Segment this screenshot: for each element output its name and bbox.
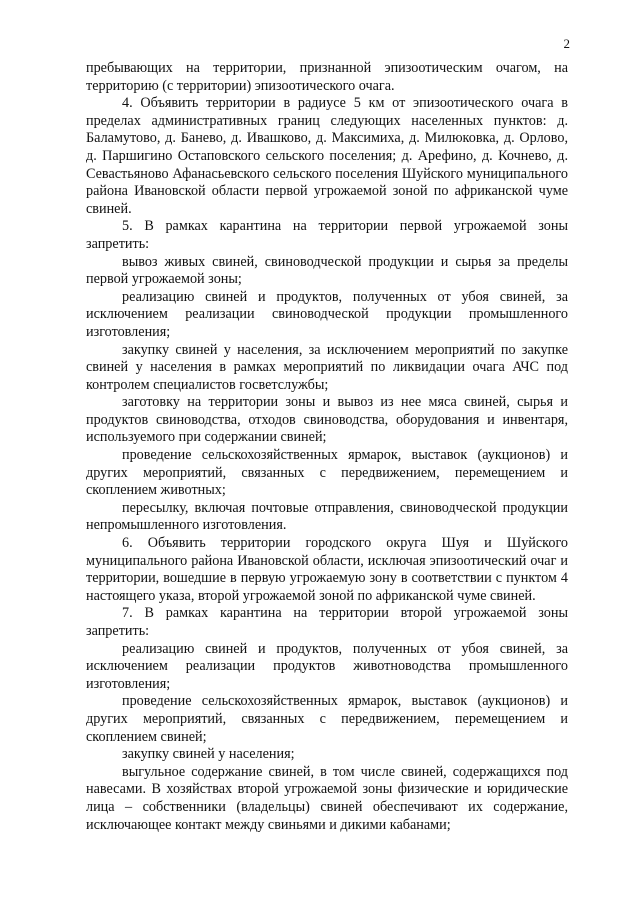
paragraph-ban-export: вывоз живых свиней, свиноводческой продукции и сырья за пределы первой угрожаемой зоны; (86, 253, 568, 288)
paragraph-zone2-ban-grazing: выгульное содержание свиней, в том числе свиней, содержащихся под навесами. В хозяйствах второй угрожаемой зоны физические и юридические лица – собственники (владельцы) свиней обеспечивают их содержание, исключающее контакт между свиньями и дикими кабанами; (86, 763, 568, 833)
paragraph-ban-fairs: проведение сельскохозяйственных ярмарок, выставок (аукционов) и других мероприятий, связанных с передвижением, перемещением и скоплением животных; (86, 447, 568, 499)
paragraph-zone2-ban-purchase: закупку свиней у населения; (122, 746, 295, 763)
paragraph-continuation: пребывающих на территории, признанной эпизоотическим очагом, на территорию (с территории) эпизоотического очага. (86, 60, 568, 94)
paragraph-item-4: 4. Объявить территории в радиусе 5 км от эпизоотического очага в пределах административных границ следующих населенных пунктов: д. Баламутово, д. Банево, д. Ивашково, д. Максимиха, д. Милюковка, д. Орлово, д. Паршигино Остаповского сельского поселения; д. Арефино, д. Кочнево, д. Севастьяново Афанасьевского сельского поселения Шуйского муниципального района Ивановской области первой угрожаемой зоной по африканской чуме свиней. (86, 95, 568, 217)
page-number: 2 (563, 36, 570, 51)
paragraph-zone2-ban-fairs: проведение сельскохозяйственных ярмарок, выставок (аукционов) и других мероприятий, связанных с передвижением, перемещением и скоплением свиней; (86, 693, 568, 745)
paragraph-ban-shipping: пересылку, включая почтовые отправления, свиноводческой продукции непромышленного изготовления. (86, 499, 568, 534)
paragraph-ban-procurement: заготовку на территории зоны и вывоз из нее мяса свиней, сырья и продуктов свиноводства, отходов свиноводства, оборудования и инвентаря, используемого при содержании свиней; (86, 394, 568, 446)
paragraph-ban-sale: реализацию свиней и продуктов, полученных от убоя свиней, за исключением реализации свиноводческой продукции промышленного изготовления; (86, 288, 568, 340)
paragraph-item-5: 5. В рамках карантина на территории первой угрожаемой зоны запретить: (86, 218, 568, 252)
paragraph-ban-purchase: закупку свиней у населения, за исключением мероприятий по закупке свиней у населения в рамках мероприятий по ликвидации очага АЧС под контролем специалистов госветслужбы; (86, 341, 568, 393)
paragraph-item-7: 7. В рамках карантина на территории второй угрожаемой зоны запретить: (86, 605, 568, 639)
paragraph-item-6: 6. Объявить территории городского округа Шуя и Шуйского муниципального района Ивановской области, исключая эпизоотический очаг и территории, вошедшие в первую угрожаемую зону в соответствии с пунктом 4 настоящего указа, второй угрожаемой зоной по африканской чуме свиней. (86, 535, 568, 604)
document-body (86, 60, 568, 834)
paragraph-zone2-ban-sale: реализацию свиней и продуктов, полученных от убоя свиней, за исключением реализации продуктов животноводства промышленного изготовления; (86, 640, 568, 692)
